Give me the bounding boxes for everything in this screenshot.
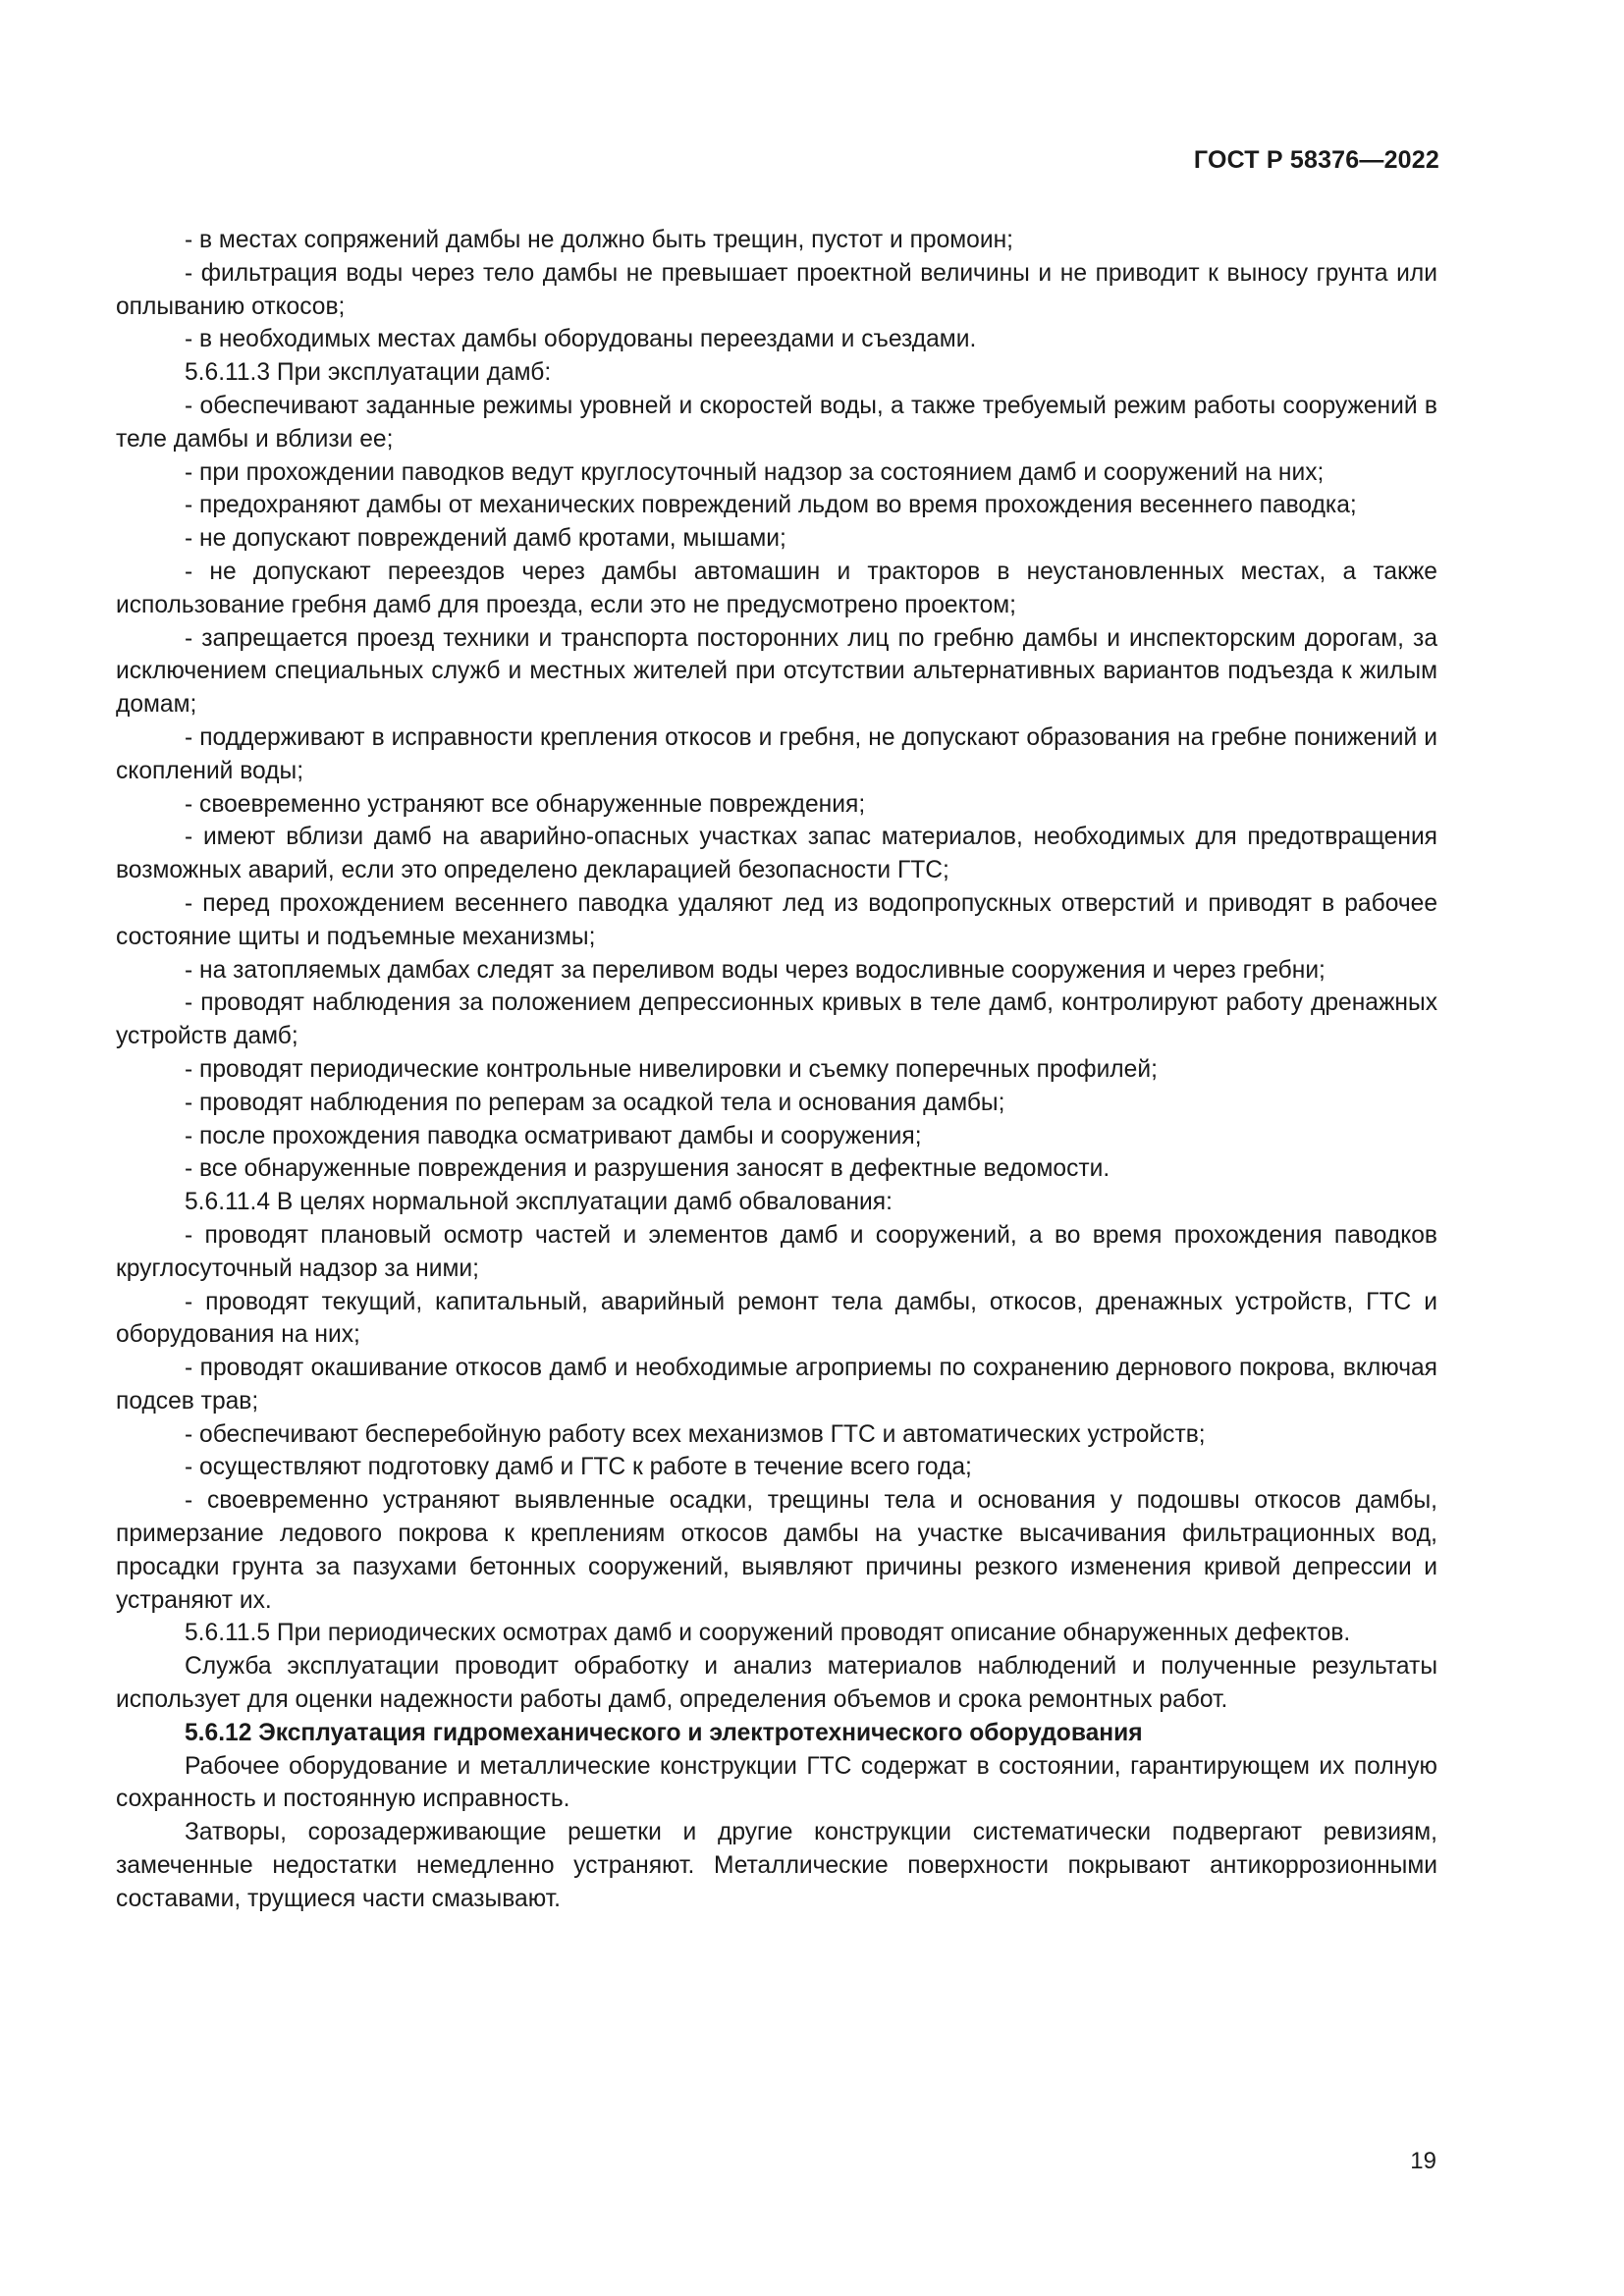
- paragraph: - перед прохождением весеннего паводка удаляют лед из водопропускных отверстий и приводят в рабочее состояние щиты и подъемные механизмы;: [116, 889, 1437, 950]
- paragraph: - осуществляют подготовку дамб и ГТС к работе в течение всего года;: [185, 1454, 972, 1481]
- paragraph: - в необходимых местах дамбы оборудованы переездами и съездами.: [185, 326, 977, 353]
- paragraph: - запрещается проезд техники и транспорта посторонних лиц по гребню дамбы и инспекторским дорогам, за исключением специальных служб и местных жителей при отсутствии альтернативных вариантов подъезда к жилым домам;: [116, 624, 1437, 719]
- paragraph: 5.6.11.3 При эксплуатации дамб:: [185, 359, 552, 387]
- paragraph: - предохраняют дамбы от механических повреждений льдом во время прохождения весеннего паводка;: [185, 492, 1357, 519]
- paragraph: Затворы, сорозадерживающие решетки и другие конструкции систематически подвергают ревизиям, замеченные недостатки немедленно устраняют. Металлические поверхности покрывают антикоррозионными составами, трущиеся части смазывают.: [116, 1819, 1437, 1912]
- standard-designation: ГОСТ Р 58376—2022: [1193, 146, 1439, 174]
- section-heading: 5.6.12 Эксплуатация гидромеханического и электротехнического оборудования: [185, 1719, 1143, 1746]
- paragraph: Рабочее оборудование и металлические конструкции ГТС содержат в состоянии, гарантирующем их полную сохранность и постоянную исправность.: [116, 1752, 1437, 1813]
- paragraph: - в местах сопряжений дамбы не должно быть трещин, пустот и промоин;: [185, 227, 1013, 253]
- paragraph: - проводят текущий, капитальный, аварийный ремонт тела дамбы, откосов, дренажных устройств, ГТС и оборудования на них;: [116, 1288, 1437, 1349]
- paragraph: - при прохождении паводков ведут круглосуточный надзор за состоянием дамб и сооружений на них;: [185, 458, 1325, 486]
- page-number: 19: [1410, 2148, 1436, 2174]
- paragraph: - все обнаруженные повреждения и разрушения заносят в дефектные ведомости.: [185, 1155, 1110, 1183]
- paragraph: - проводят окашивание откосов дамб и необходимые агроприемы по сохранению дернового покрова, включая подсев трав;: [116, 1355, 1437, 1415]
- paragraph: 5.6.11.4 В целях нормальной эксплуатации дамб обвалования:: [185, 1189, 893, 1216]
- paragraph: - поддерживают в исправности крепления откосов и гребня, не допускают образования на гребне понижений и скоплений воды;: [116, 723, 1437, 784]
- paragraph: 5.6.11.5 При периодических осмотрах дамб и сооружений проводят описание обнаруженных дефектов.: [185, 1620, 1351, 1647]
- paragraph: - проводят наблюдения за положением депрессионных кривых в теле дамб, контролируют работу дренажных устройств дамб;: [116, 989, 1437, 1050]
- paragraph: - имеют вблизи дамб на аварийно-опасных участках запас материалов, необходимых для предотвращения возможных аварий, если это определено декларацией безопасности ГТС;: [116, 824, 1437, 884]
- paragraph: - проводят наблюдения по реперам за осадкой тела и основания дамбы;: [185, 1089, 1005, 1116]
- document-body: [116, 224, 1437, 1916]
- paragraph: - проводят плановый осмотр частей и элементов дамб и сооружений, а во время прохождения паводков круглосуточный надзор за ними;: [116, 1221, 1437, 1282]
- paragraph: - обеспечивают бесперебойную работу всех механизмов ГТС и автоматических устройств;: [185, 1420, 1206, 1448]
- paragraph: - не допускают переездов через дамбы автомашин и тракторов в неустановленных местах, а также использование гребня дамб для проезда, если это не предусмотрено проектом;: [116, 558, 1437, 618]
- paragraph: - не допускают повреждений дамб кротами, мышами;: [185, 525, 786, 553]
- paragraph: - после прохождения паводка осматривают дамбы и сооружения;: [185, 1122, 922, 1149]
- paragraph: - на затопляемых дамбах следят за переливом воды через водосливные сооружения и через гребни;: [185, 956, 1326, 984]
- paragraph: - обеспечивают заданные режимы уровней и скоростей воды, а также требуемый режим работы сооружений в теле дамбы и вблизи ее;: [116, 392, 1437, 453]
- paragraph: Служба эксплуатации проводит обработку и анализ материалов наблюдений и полученные результаты использует для оценки надежности работы дамб, определения объемов и срока ремонтных работ.: [116, 1653, 1437, 1714]
- paragraph: - проводят периодические контрольные нивелировки и съемку поперечных профилей;: [185, 1055, 1158, 1083]
- paragraph: - фильтрация воды через тело дамбы не превышает проектной величины и не приводит к выносу грунта или оплыванию откосов;: [116, 259, 1437, 320]
- paragraph: - своевременно устраняют выявленные осадки, трещины тела и основания у подошвы откосов дамбы, примерзание ледового покрова к креплениям откосов дамбы на участке высачивания фильтрационных вод, просадки грунта за пазухами бетонных сооружений, выявляют причины резкого изменения кривой депрессии и устраняют их.: [116, 1487, 1437, 1614]
- paragraph: - своевременно устраняют все обнаруженные повреждения;: [185, 790, 866, 818]
